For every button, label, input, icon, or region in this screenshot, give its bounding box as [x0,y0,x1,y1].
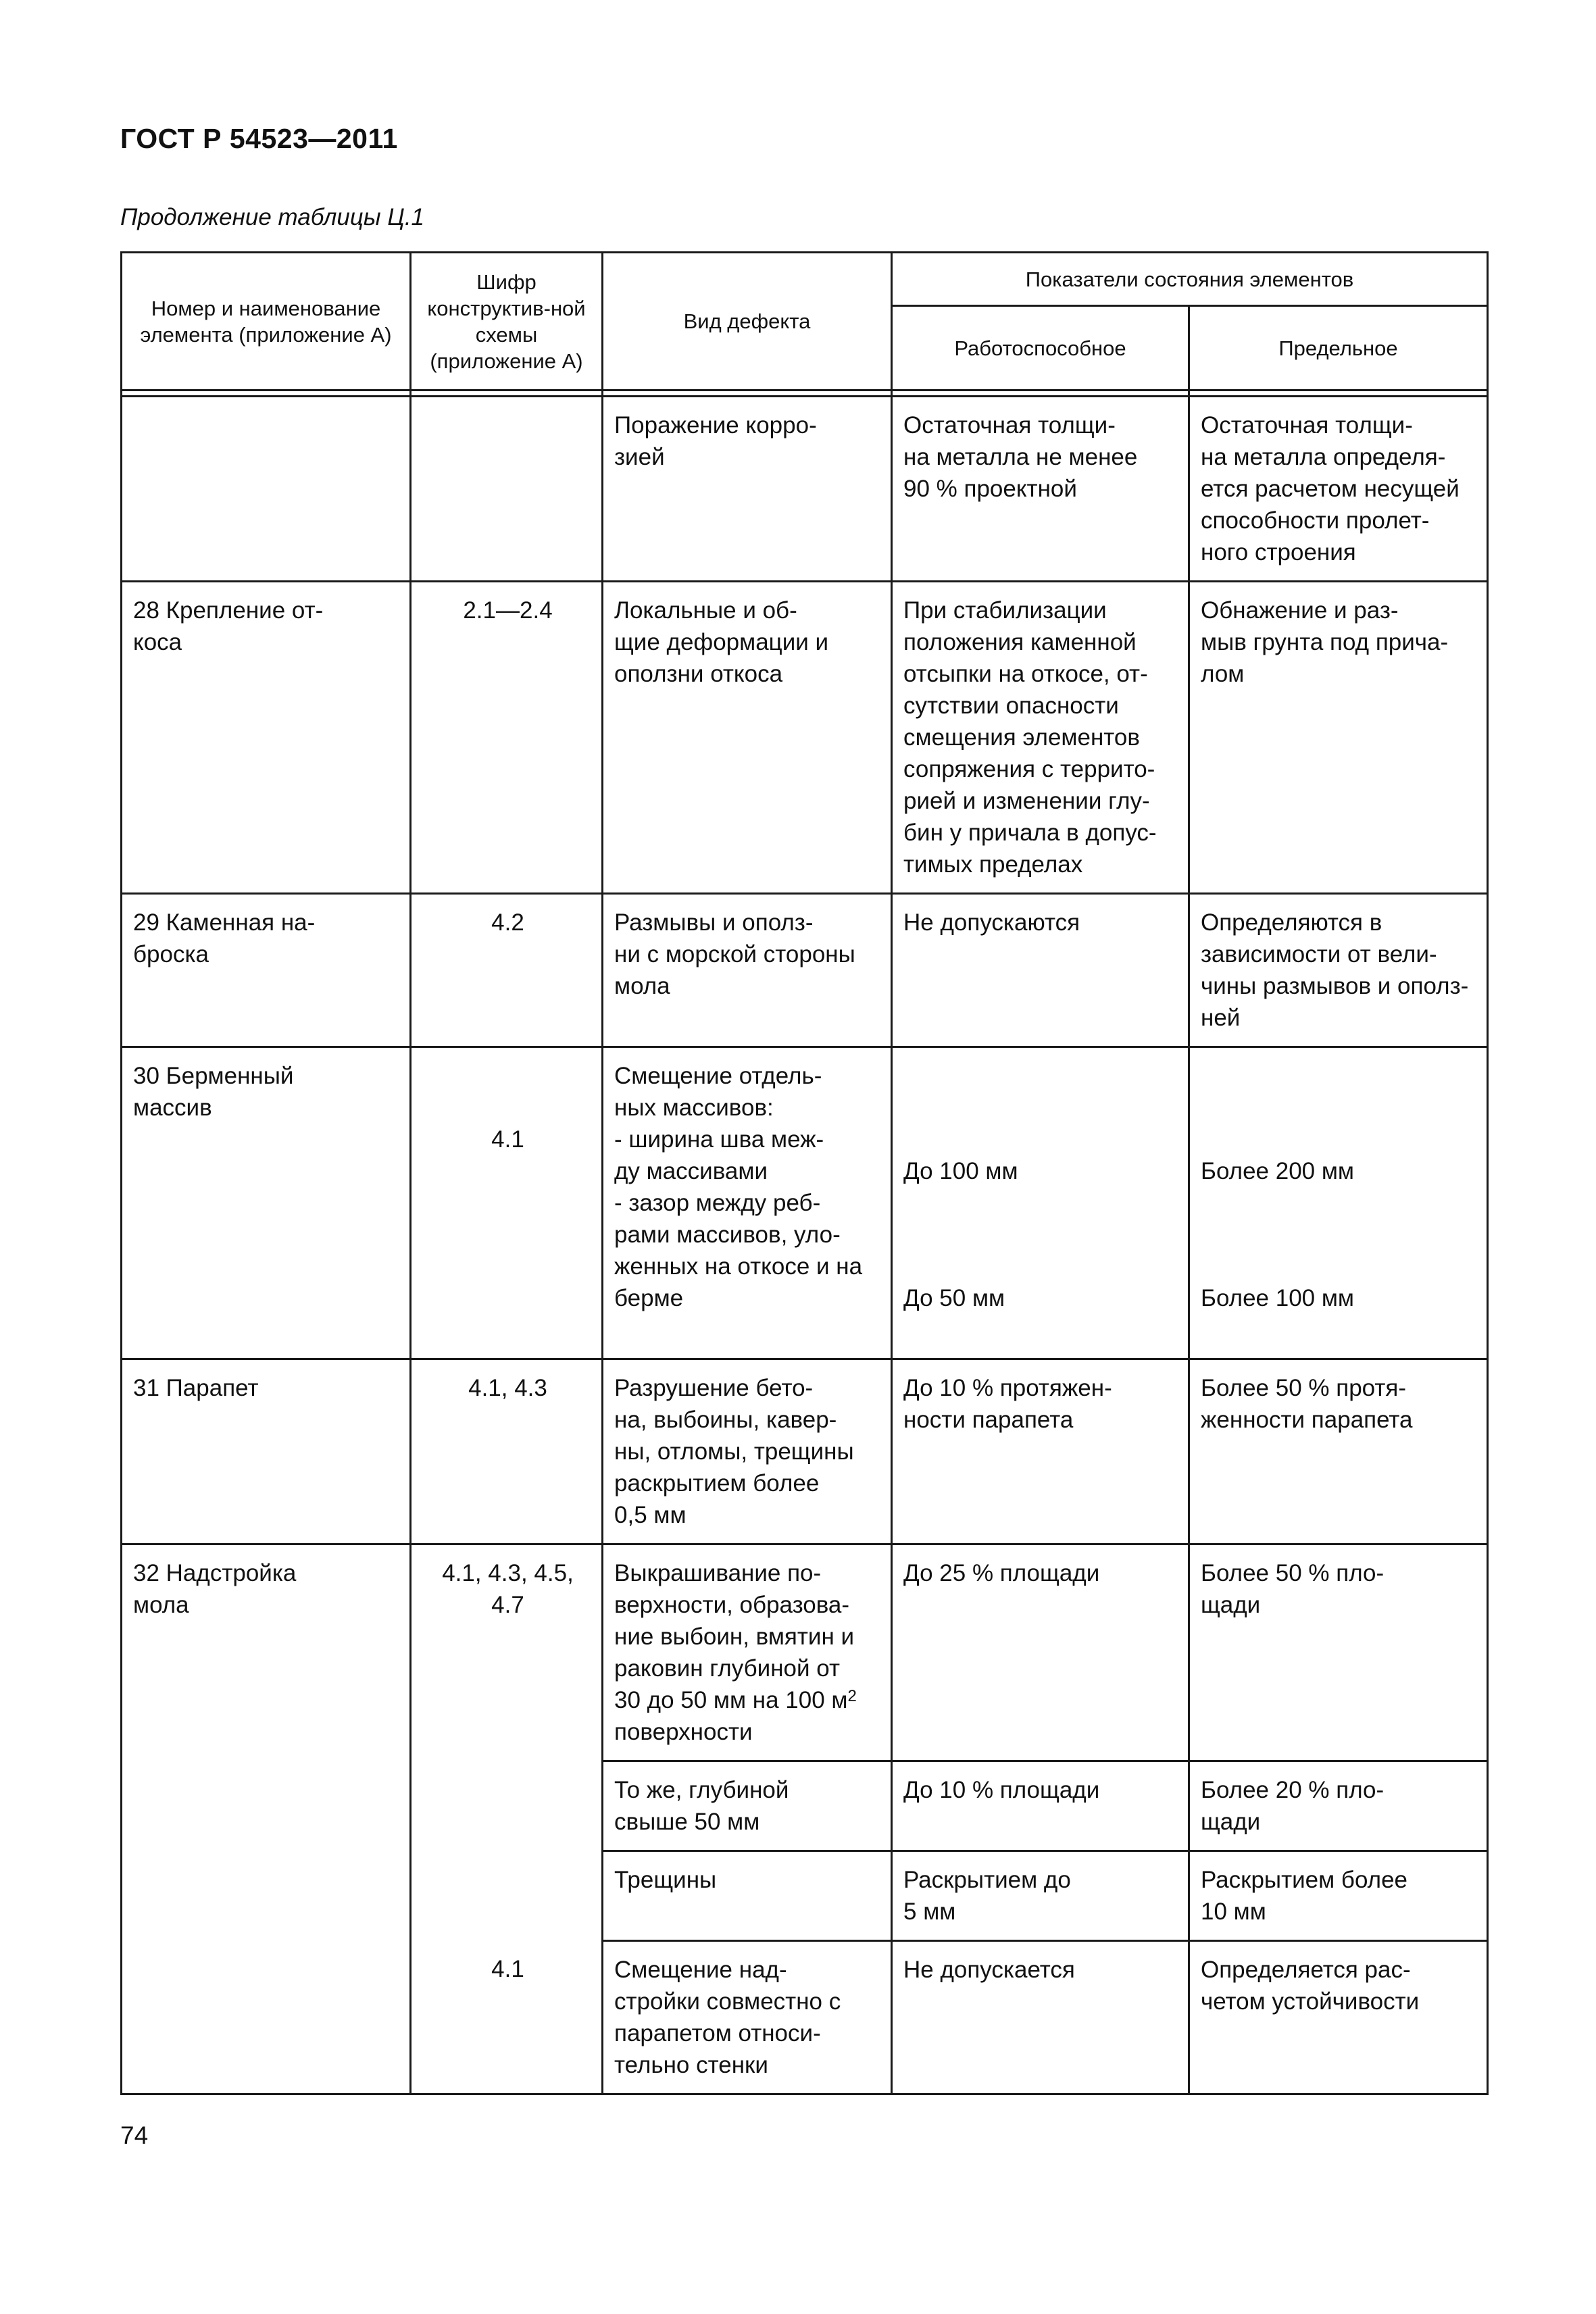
cell-limit: Остаточная толщи- на металла определя- ется расчетом несущей способности пролет- ного строения [1189,397,1488,582]
cell-defect: Смещение отдель- ных массивов: - ширина шва меж- ду массивами - зазор между реб- рами массивов, уло- женных на откосе и на берме [603,1047,892,1359]
cell-limit: Более 50 % пло- щади [1189,1544,1488,1761]
cell-workable: Остаточная толщи- на металла не менее 90 % проектной [892,397,1189,582]
cell-cipher [411,397,603,582]
cell-cipher: 4.2 [411,894,603,1047]
table-row [122,397,1488,582]
table-header-row [122,253,1488,306]
cell-element: 30 Берменный массив [122,1047,411,1359]
cell-element: 29 Каменная на- броска [122,894,411,1047]
cell-limit: Определяется рас- четом устойчивости [1189,1941,1488,2094]
table-row [122,582,1488,894]
cell-defect: Поражение корро- зией [603,397,892,582]
cell-cipher: 4.1 [411,1941,603,2094]
cell-cipher: 4.1, 4.3 [411,1359,603,1544]
table-row [122,894,1488,1047]
document-code: ГОСТ Р 54523—2011 [120,123,398,154]
cell-limit [1189,1047,1488,1359]
header-workable: Работоспособное [892,306,1189,391]
limit-value-gap: Более 100 мм [1201,1285,1354,1311]
header-cipher: Шифр конструктив-ной схемы (приложение А) [411,253,603,391]
cell-workable: Не допускаются [892,894,1189,1047]
cell-limit: Более 20 % пло- щади [1189,1761,1488,1851]
cell-workable: До 10 % площади [892,1761,1189,1851]
table-row [122,1544,1488,1761]
cell-cipher: 4.1 [411,1047,603,1359]
cell-defect: Трещины [603,1851,892,1941]
cell-limit: Определяются в зависимости от вели- чины размывов и ополз- ней [1189,894,1488,1047]
cell-workable: При стабилизации положения каменной отсыпки на откосе, от- сутствии опасности смещения элементов сопряжения с террито- рией и изменении глу- бин у причала в допус- тимых пределах [892,582,1189,894]
cell-defect: Размывы и ополз- ни с морской стороны мола [603,894,892,1047]
cell-workable: Раскрытием до 5 мм [892,1851,1189,1941]
cell-element [122,397,411,582]
table-caption: Продолжение таблицы Ц.1 [120,204,425,230]
cell-workable: До 10 % протяжен- ности парапета [892,1359,1189,1544]
cell-cipher: 4.1, 4.3, 4.5, 4.7 [411,1544,603,1941]
cell-limit: Раскрытием более 10 мм [1189,1851,1488,1941]
table-row [122,1047,1488,1359]
header-separator [122,391,1488,397]
header-limit: Предельное [1189,306,1488,391]
header-indicators: Показатели состояния элементов [892,253,1488,306]
cell-workable: До 25 % площади [892,1544,1189,1761]
cell-limit: Более 50 % протя- женности парапета [1189,1359,1488,1544]
limit-value-seam: Более 200 мм [1201,1158,1354,1184]
workable-value-gap: До 50 мм [903,1285,1005,1311]
cell-workable [892,1047,1189,1359]
header-defect: Вид дефекта [603,253,892,391]
cell-defect: Выкрашивание по- верхности, образова- ние выбоин, вмятин и раковин глубиной от 30 до 50 мм на 100 $м^2$ поверхности [603,1544,892,1761]
header-element: Номер и наименование элемента (приложение А) [122,253,411,391]
cell-limit: Обнажение и раз- мыв грунта под прича- лом [1189,582,1488,894]
cell-element: 32 Надстройка мола [122,1544,411,2094]
cell-defect: Локальные и об- щие деформации и оползни откоса [603,582,892,894]
cell-workable: Не допускается [892,1941,1189,2094]
cell-defect: То же, глубиной свыше 50 мм [603,1761,892,1851]
defects-table [120,251,1489,2095]
page-number: 74 [120,2121,149,2149]
table-row [122,1359,1488,1544]
cell-defect: Смещение над- стройки совместно с парапетом относи- тельно стенки [603,1941,892,2094]
workable-value-seam: До 100 мм [903,1158,1018,1184]
cell-element: 31 Парапет [122,1359,411,1544]
cell-cipher: 2.1—2.4 [411,582,603,894]
cell-defect: Разрушение бето- на, выбоины, кавер- ны, отломы, трещины раскрытием более 0,5 мм [603,1359,892,1544]
cell-element: 28 Крепление от- коса [122,582,411,894]
